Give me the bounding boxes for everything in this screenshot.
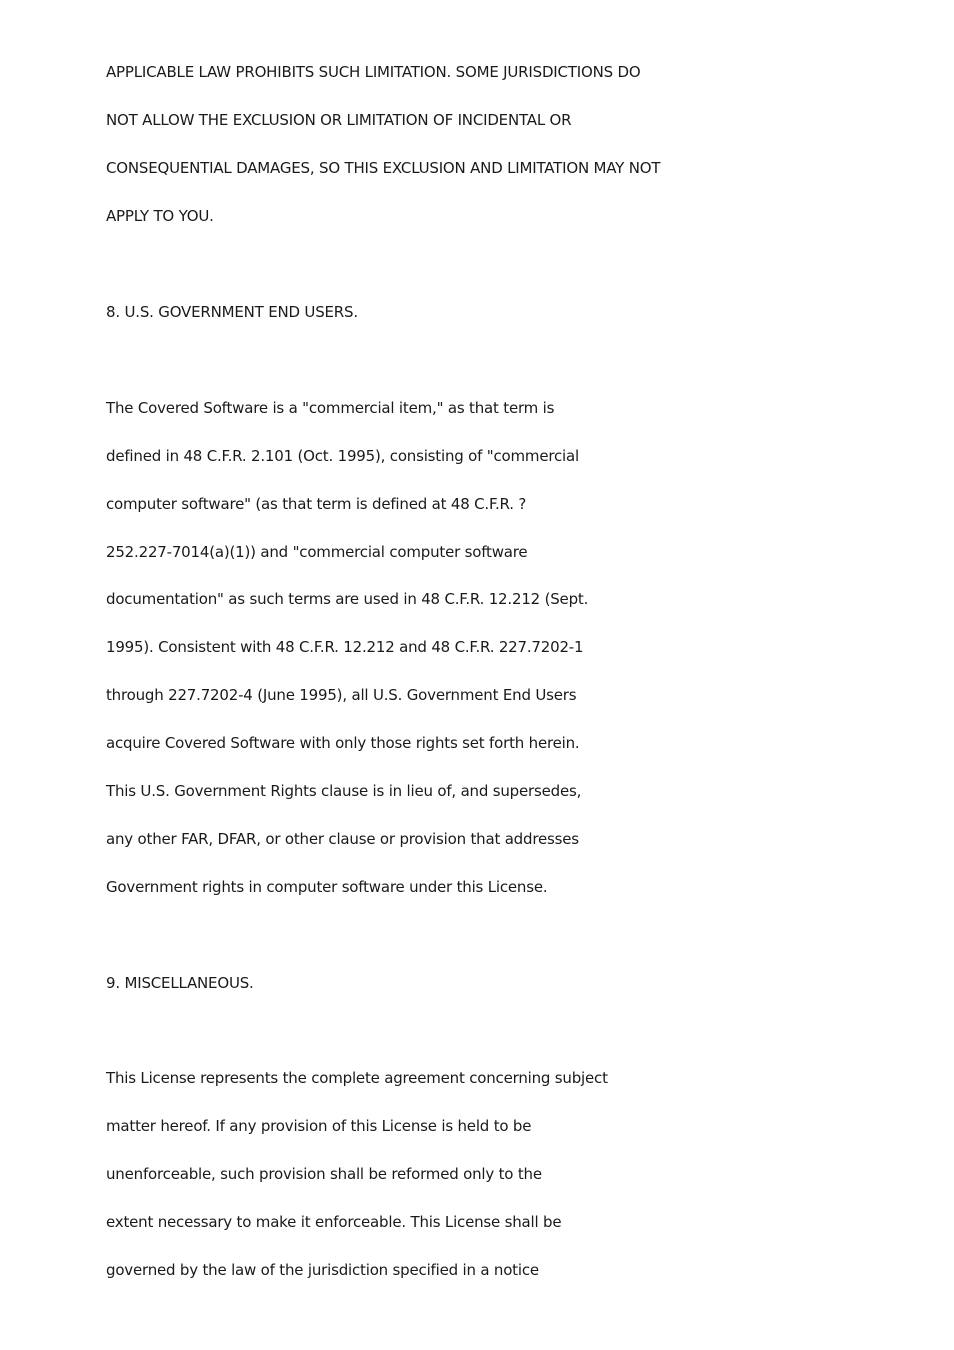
section-heading: 8. U.S. GOVERNMENT END USERS.	[106, 303, 358, 321]
text-line: 252.227-7014(a)(1)) and "commercial computer software	[106, 543, 528, 561]
text-line: governed by the law of the jurisdiction specified in a notice	[106, 1261, 539, 1279]
text-line: unenforceable, such provision shall be reformed only to the	[106, 1165, 542, 1183]
text-line: Government rights in computer software under this License.	[106, 878, 548, 896]
section-heading: 9. MISCELLANEOUS.	[106, 974, 254, 992]
text-line: This License represents the complete agreement concerning subject	[106, 1069, 608, 1087]
text-line: any other FAR, DFAR, or other clause or provision that addresses	[106, 830, 579, 848]
text-line: acquire Covered Software with only those rights set forth herein.	[106, 734, 580, 752]
text-line: This U.S. Government Rights clause is in lieu of, and supersedes,	[106, 782, 582, 800]
text-line: through 227.7202-4 (June 1995), all U.S. Government End Users	[106, 686, 577, 704]
text-line: The Covered Software is a "commercial item," as that term is	[106, 399, 555, 417]
text-line: APPLY TO YOU.	[106, 207, 214, 225]
text-line: matter hereof. If any provision of this License is held to be	[106, 1117, 532, 1135]
text-line: documentation" as such terms are used in 48 C.F.R. 12.212 (Sept.	[106, 590, 589, 608]
text-line: NOT ALLOW THE EXCLUSION OR LIMITATION OF INCIDENTAL OR	[106, 111, 572, 129]
text-line: APPLICABLE LAW PROHIBITS SUCH LIMITATION. SOME JURISDICTIONS DO	[106, 63, 641, 81]
text-line: computer software" (as that term is defined at 48 C.F.R. ?	[106, 495, 527, 513]
text-line: CONSEQUENTIAL DAMAGES, SO THIS EXCLUSION AND LIMITATION MAY NOT	[106, 159, 661, 177]
text-line: 1995). Consistent with 48 C.F.R. 12.212 and 48 C.F.R. 227.7202-1	[106, 638, 584, 656]
text-line: extent necessary to make it enforceable. This License shall be	[106, 1213, 562, 1231]
text-line: defined in 48 C.F.R. 2.101 (Oct. 1995), consisting of "commercial	[106, 447, 579, 465]
